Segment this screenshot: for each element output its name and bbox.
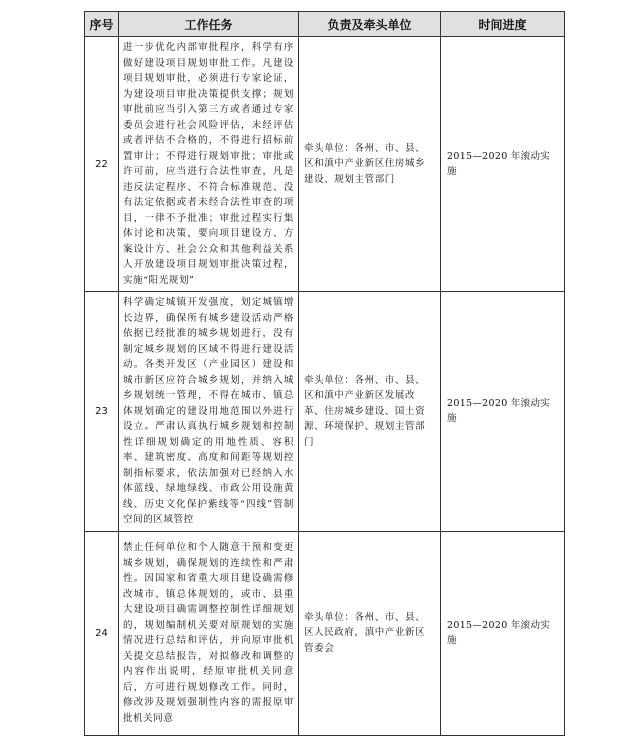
header-unit: 负责及牵头单位	[299, 12, 441, 37]
row-unit: 牵头单位：各州、市、县、区人民政府，滇中产业新区管委会	[299, 531, 441, 735]
table-row	[85, 37, 565, 292]
row-task: 禁止任何单位和个人随意干预和变更城乡规划，确保规划的连续性和严肃性。因国家和省重大项目建设确需修改城市、镇总体规划的，或市、县重大建设项目确需调整控制性详细规划的，规划编制机关要对原规划的实施情况进行总结和评估，并向原审批机关提交总结报告，对拟修改和调整的内容作出说明，经原审批机关同意后，方可进行规划修改工作。同时，修改涉及规划强制性内容的需报原审批机关同意	[119, 531, 299, 735]
task-table	[84, 11, 565, 736]
header-seq: 序号	[85, 12, 119, 37]
row-seq: 23	[85, 292, 119, 532]
header-task: 工作任务	[119, 12, 299, 37]
row-unit: 牵头单位：各州、市、县、区和滇中产业新区发展改革、住房城乡建设、国土资源、环境保护、规划主管部门	[299, 292, 441, 532]
row-time: 2015—2020 年滚动实施	[441, 37, 565, 292]
row-task: 科学确定城镇开发强度，划定城镇增长边界，确保所有城乡建设活动严格依据已经批准的城乡规划进行，没有制定城乡规划的区域不得进行建设活动。各类开发区（产业园区）建设和城市新区应符合城乡规划，并纳入城乡规划统一管理，不得在城市、镇总体规划确定的建设用地范围以外进行设立。严肃认真执行城乡规划和控制性详细规划确定的用地性质、容积率、建筑密度、高度和间距等规划控制指标要求，依法加强对已经纳入水体蓝线、绿地绿线、市政公用设施黄线、历史文化保护紫线等“四线”管制空间的区域管控	[119, 292, 299, 532]
row-time: 2015—2020 年滚动实施	[441, 292, 565, 532]
table-row	[85, 292, 565, 532]
table-row	[85, 531, 565, 735]
document-table-container	[84, 11, 564, 724]
row-time: 2015—2020 年滚动实施	[441, 531, 565, 735]
table-header-row	[85, 12, 565, 37]
row-task: 进一步优化内部审批程序，科学有序做好建设项目规划审批工作。凡建设项目规划审批，必须进行专家论证，为建设项目审批决策提供支撑；规划审批前应当引入第三方或者通过专家委员会进行社会风险评估，未经评估或者评估不合格的，不得进行招标前置审计；不得进行规划审批；审批或许可前，应当进行合法性审查，凡是违反法定程序、不符合标准规范、没有法定依据或者未经合法性审查的项目，一律不予批准；审批过程实行集体讨论和决策，要向项目建设方、方案设计方、社会公众和其他利益关系人开放建设项目规划审批决策过程，实施“阳光规划”	[119, 37, 299, 292]
row-seq: 24	[85, 531, 119, 735]
row-unit: 牵头单位：各州、市、县、区和滇中产业新区住房城乡建设、规划主管部门	[299, 37, 441, 292]
header-time: 时间进度	[441, 12, 565, 37]
row-seq: 22	[85, 37, 119, 292]
